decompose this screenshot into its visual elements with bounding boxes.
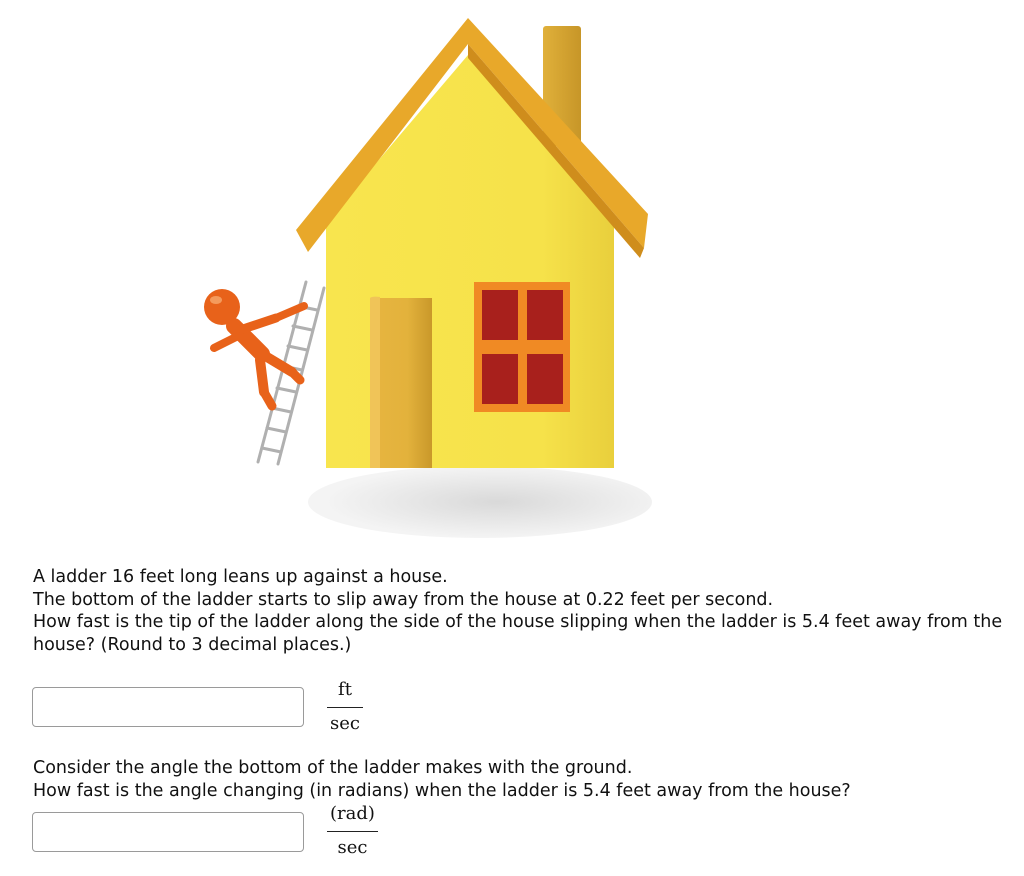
ground-shadow: [308, 466, 652, 538]
problem-line-3: How fast is the tip of the ladder along the side of the house slipping when the ladder is 5.4 feet away from the house? (Round to 3 decimal places.): [33, 612, 1003, 655]
window: [474, 282, 570, 412]
angle-question: [33, 757, 1008, 802]
problem-line-2: The bottom of the ladder starts to slip away from the house at 0.22 feet per second.: [33, 589, 774, 610]
unit-ft-per-sec: [327, 678, 363, 736]
unit-denominator: sec: [330, 713, 360, 734]
door: [370, 297, 432, 468]
unit-rad-per-sec: [327, 802, 378, 860]
problem-statement: [33, 566, 1008, 656]
fraction-bar: [327, 831, 378, 832]
angle-question-line-1: Consider the angle the bottom of the ladder makes with the ground.: [33, 758, 633, 778]
angle-question-line-2: How fast is the angle changing (in radians) when the ladder is 5.4 feet away from the house?: [33, 780, 851, 801]
unit-numerator: ft: [338, 679, 352, 700]
problem-line-1: A ladder 16 feet long leans up against a house.: [33, 567, 448, 587]
answer-angle-rate-input[interactable]: [32, 812, 304, 852]
fraction-bar: [327, 707, 363, 708]
unit-denominator: sec: [337, 837, 368, 858]
unit-numerator: (rad): [330, 803, 375, 824]
answer-tip-rate-input[interactable]: [32, 687, 304, 727]
